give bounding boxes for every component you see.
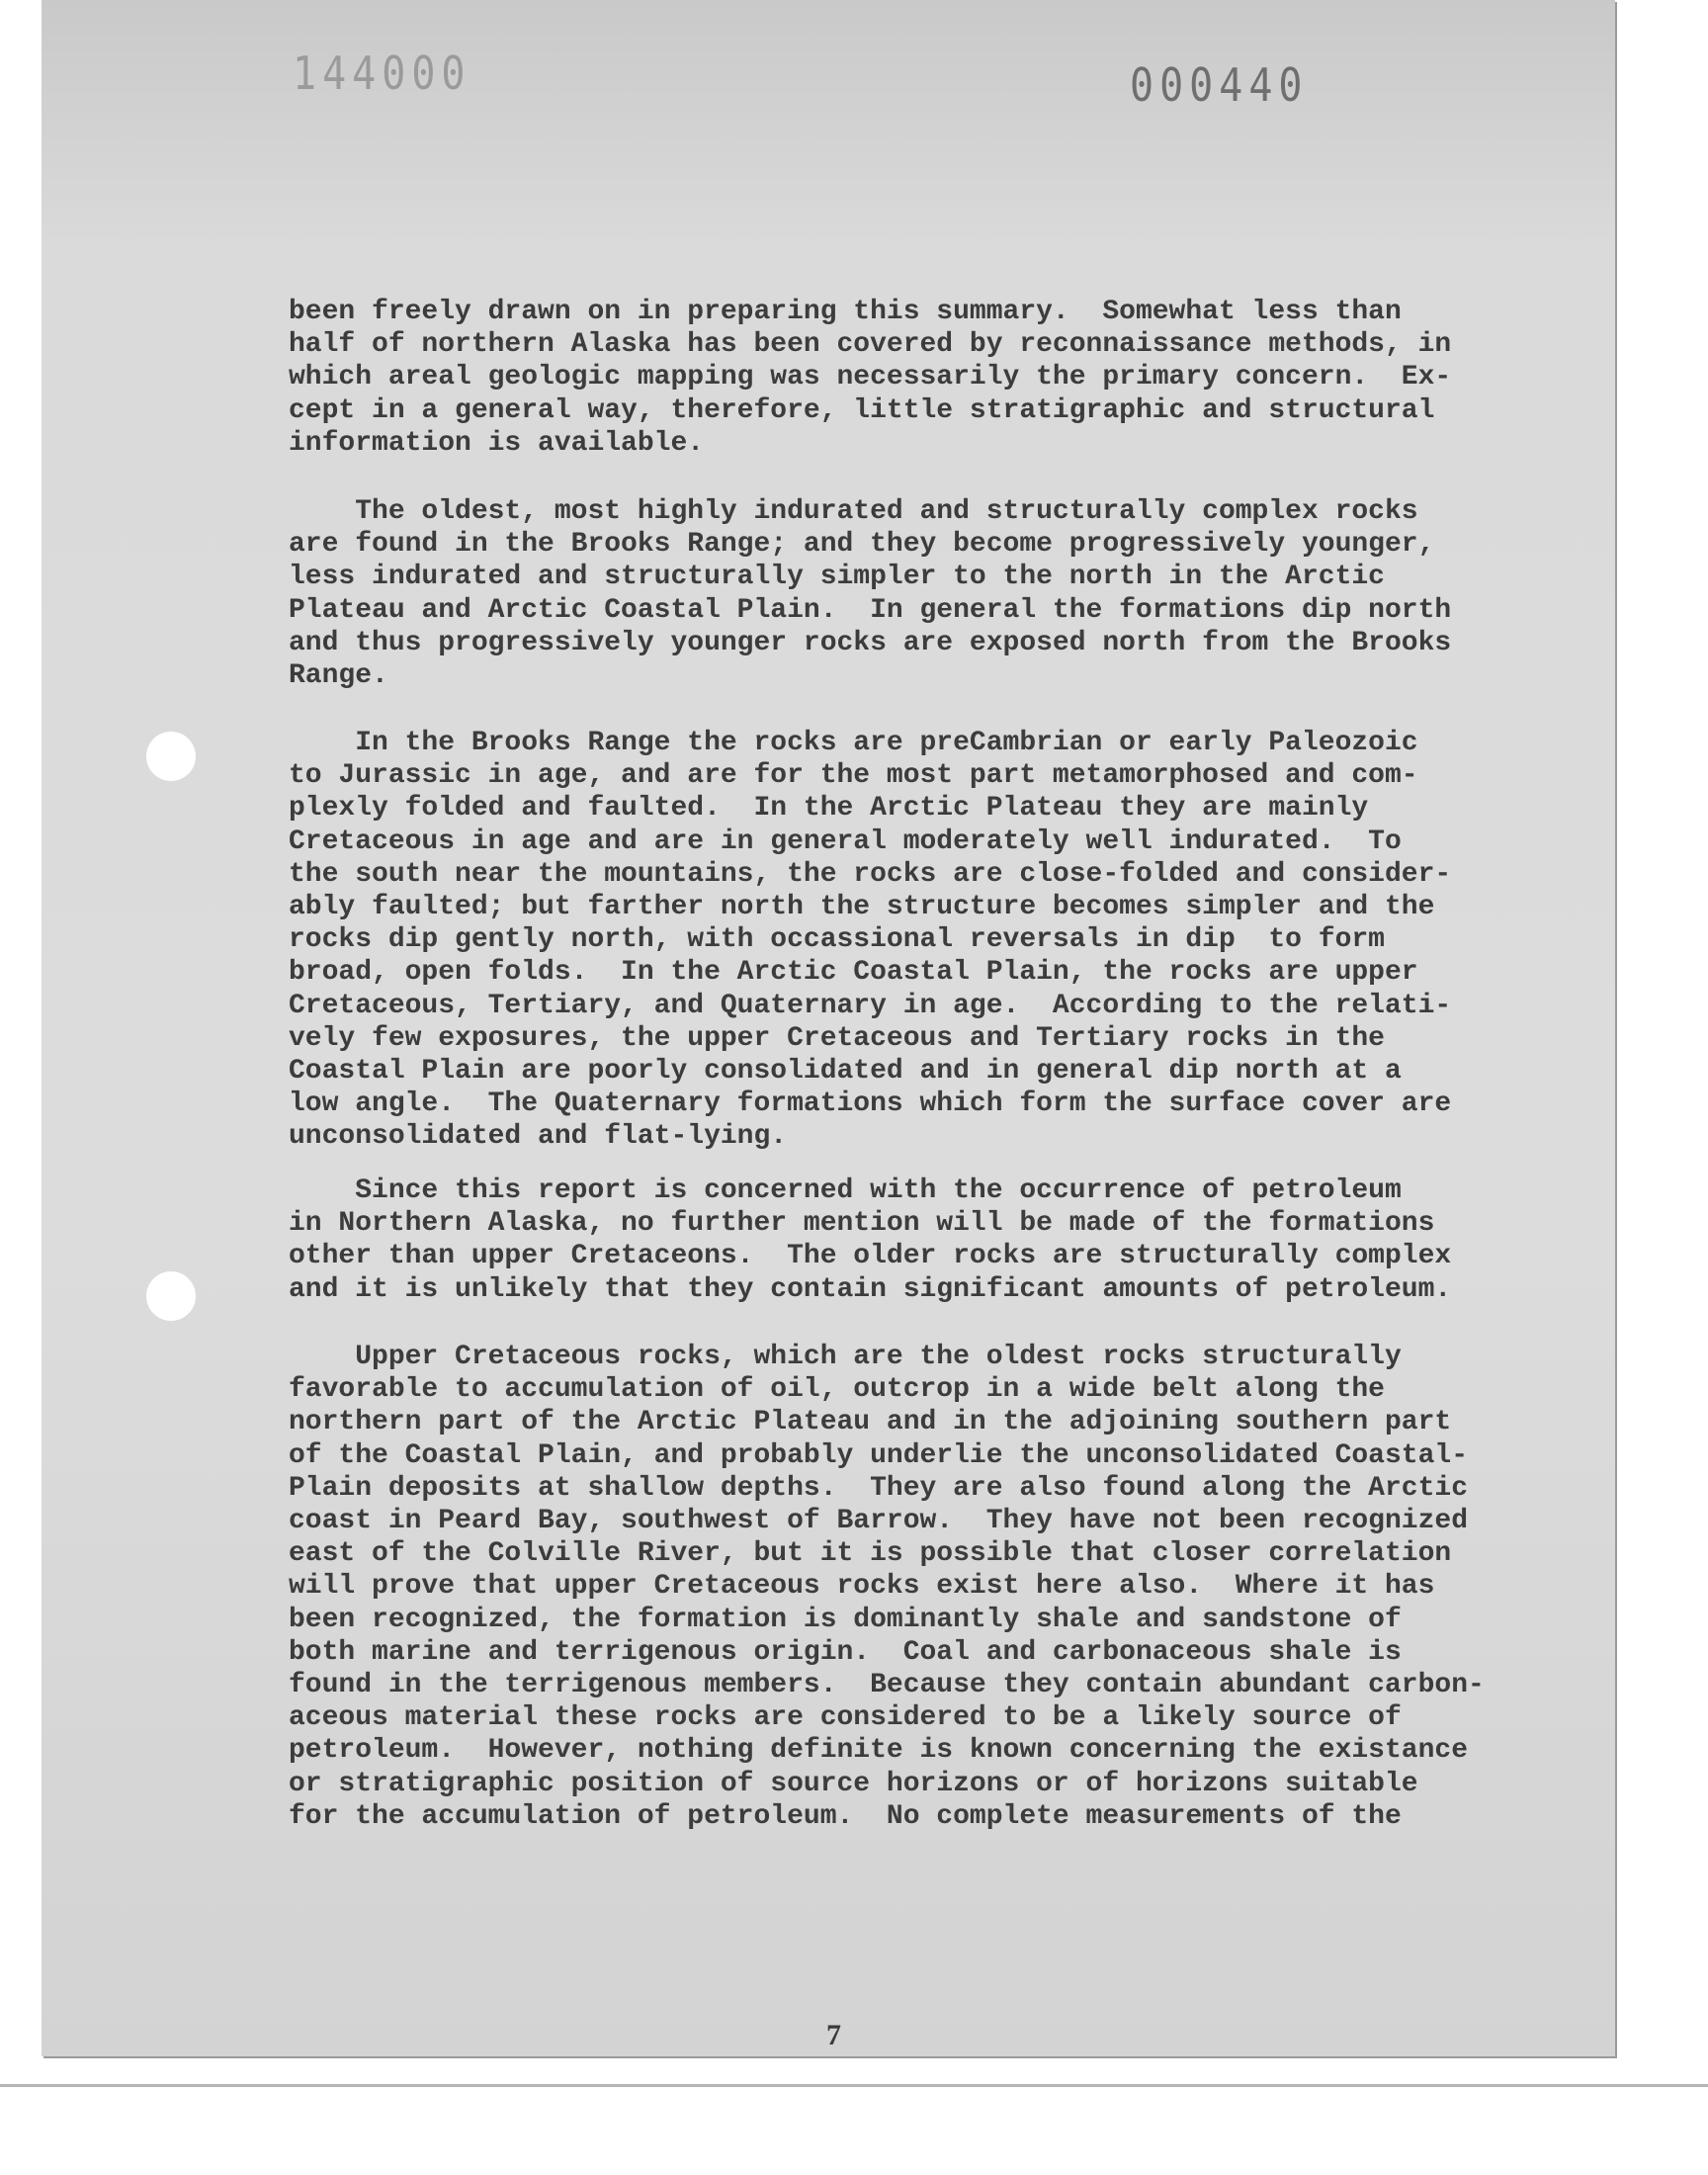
page-sequence-stamp: 000440	[1130, 59, 1309, 113]
page-number: 7	[826, 2019, 841, 2051]
scan-edge-divider	[0, 2084, 1708, 2087]
body-paragraph: The oldest, most highly indurated and structurally complex rocks are found in the Brooks Range; and they become progressively younger, less indurated and structurally simpler to the north in the Arctic Plateau and Arctic Coastal Plain. In general the formations dip north and thus progressively younger rocks are exposed north from the Brooks Range.	[289, 496, 1452, 692]
punch-hole	[146, 1271, 196, 1321]
body-paragraph: been freely drawn on in preparing this summary. Somewhat less than half of northern Alaska has been covered by reconnaissance methods, in which areal geologic mapping was necessarily the primary concern. Ex- cept in a general way, therefore, little stratigraphic and structural information is available.	[289, 297, 1452, 459]
body-paragraph: Since this report is concerned with the occurrence of petroleum in Northern Alaska, no further mention will be made of the formations other than upper Cretaceons. The older rocks are structurally complex and it is unlikely that they contain significant amounts of petroleum.	[289, 1175, 1452, 1305]
body-paragraph: Upper Cretaceous rocks, which are the oldest rocks structurally favorable to accumulation of oil, outcrop in a wide belt along the northern part of the Arctic Plateau and in the adjoining southern part of the Coastal Plain, and probably underlie the unconsolidated Coastal- Plain deposits at shallow depths. They are also found along the Arctic coast in Peard Bay, southwest of Barrow. They have not been recognized east of the Colville River, but it is possible that closer correlation will prove that upper Cretaceous rocks exist here also. Where it has been recognized, the formation is dominantly shale and sandstone of both marine and terrigenous origin. Coal and carbonaceous shale is found in the terrigenous members. Because they contain abundant carbon- aceous material these rocks are considered to be a likely source of petroleum. However, nothing definite is known concerning the existance or stratigraphic position of source horizons or of horizons suitable for the accumulation of petroleum. No complete measurements of the	[289, 1342, 1485, 1832]
punch-hole	[146, 732, 196, 781]
body-paragraph: In the Brooks Range the rocks are preCambrian or early Paleozoic to Jurassic in age, and are for the most part metamorphosed and com- plexly folded and faulted. In the Arctic Plateau they are mainly Cretaceous in age and are in general moderately well indurated. To the south near the mountains, the rocks are close-folded and consider- ably faulted; but farther north the structure becomes simpler and the rocks dip gently north, with occassional reversals in dip to form broad, open folds. In the Arctic Coastal Plain, the rocks are upper Cretaceous, Tertiary, and Quaternary in age. According to the relati- vely few exposures, the upper Cretaceous and Tertiary rocks in the Coastal Plain are poorly consolidated and in general dip north at a low angle. The Quaternary formations which form the surface cover are unconsolidated and flat-lying.	[289, 728, 1452, 1153]
document-control-stamp: 144000	[293, 47, 471, 101]
